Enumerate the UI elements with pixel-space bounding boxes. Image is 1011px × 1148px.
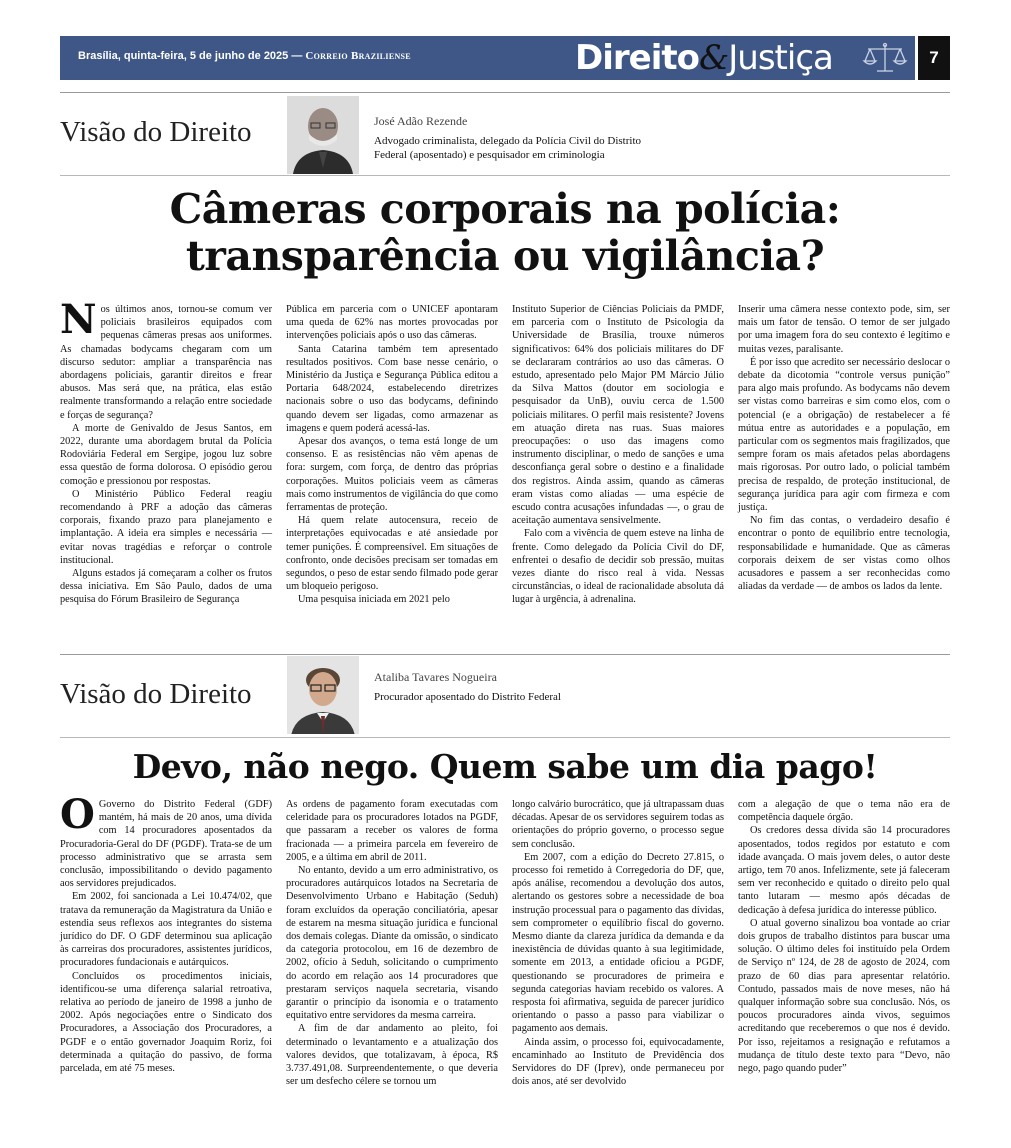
scales-of-justice-icon: [860, 42, 910, 74]
paragraph: Instituto Superior de Ciências Policiais da PMDF, em parceria com o Instituto de Psicologia da Universidade de Brasília, trouxe números significativos: 64% dos policiais militares do DF se declararam contrários ao uso das câmeras. O estudo, apresentado pelo Major PM Márcio Júlio da Silva Mattos (doutor em sociologia e pesquisador da UnB), ouviu cerca de 1.500 policiais militares. O perfil mais resistente? Jovens em atuação direta nas ruas. Suas maiores preocupações: o uso das imagens como instrumento disciplinar, o medo de sanções e uma desconfiança geral sobre o destino e a finalidade dos registros. Ainda assim, quando as câmeras eram vistas como aliadas — uma espécie de escudo contra acusações infundadas —, o grau de aceitação aumentava sensivelmente.: [512, 304, 724, 527]
article-column-4: [738, 303, 950, 593]
article-column-3: [512, 798, 724, 1088]
paragraph: [60, 296, 272, 422]
article-column-2: [286, 303, 498, 607]
paragraph: Santa Catarina também tem apresentado resultados positivos. Com base nesse cenário, o Ministério da Justiça e Segurança Pública editou a Portaria 648/2024, estabelecendo diretrizes nacionais sobre o uso das bodycams, definindo quando devem ser ligadas, como armazenar as imagens e quem poderá acessá-las.: [286, 343, 498, 434]
section-title: [575, 38, 833, 78]
paragraph: Há quem relate autocensura, receio de interpretações equivocadas e até ansiedade por temer punições. É compreensível. Em situações de confronto, onde decisões precisam ser tomadas em segundos, o peso de estar sendo filmado pode gerar um bloqueio perigoso.: [286, 515, 498, 593]
divider: [60, 175, 950, 176]
paragraph: No fim das contas, o verdadeiro desafio é encontrar o ponto de equilíbrio entre tecnologia, responsabilidade e humanidade. Que as câmeras corporais deixem de ser vistas como olhos acusadores e passem a ser reconhecidas como aliadas da verdade — de ambos os lados da lente.: [738, 515, 950, 593]
headline-line: transparência ou vigilância?: [185, 232, 825, 280]
paragraph: com a alegação de que o tema não era de competência daquele órgão.: [738, 799, 950, 824]
article-column-1: [60, 296, 272, 607]
divider: [60, 737, 950, 738]
article-column-3: [512, 303, 724, 607]
headline: [60, 745, 950, 789]
author-photo: [287, 656, 359, 734]
paragraph: A fim de dar andamento ao pleito, foi determinado o levantamento e a atualização dos valores devidos, que totalizavam, à época, R$ 3.737.491,08. Surpreendentemente, o que deveria ser um desfecho célere se tornou um: [286, 1023, 498, 1088]
paragraph: Ainda assim, o processo foi, equivocadamente, encaminhado ao Instituto de Previdência dos Servidores do DF (Iprev), onde permaneceu por dois anos, até ser devolvido: [512, 1036, 724, 1088]
header-bar-background: [60, 36, 915, 80]
paragraph: Inserir uma câmera nesse contexto pode, sim, ser mais um fator de tensão. O temor de ser julgado por uma imagem fora do seu contexto é legítimo e muitas vezes, paralisante.: [738, 304, 950, 355]
author-portrait-icon: [287, 96, 359, 174]
paragraph: Em 2007, com a edição do Decreto 27.815, o processo foi remetido à Corregedoria do DF, que, após análise, recomendou a devolução dos autos, alertando os gestores sobre a necessidade de boa instrução processual para o pagamento das dívidas, sem comprometer o equilíbrio fiscal do governo. Mesmo diante da clareza jurídica da demanda e da inexistência de dúvidas quanto à sua legitimidade, somente em 2013, a entidade oficiou a PGDF, questionando se procuradores de primeira e segunda categorias haviam recebido os valores. A resposta foi afirmativa, seguida de parecer jurídico orientando o passo a passo para viabilizar o pagamento aos demais.: [512, 851, 724, 1035]
paragraph-text: Governo do Distrito Federal (GDF) mantém, há mais de 20 anos, uma dívida com 14 procuradores aposentados da Procuradoria-Geral do DF (PGDF). Trata-se de um processo administrativo que se arrasta sem conclusão, impossibilitando o devido pagamento aos servidores prejudicados.: [60, 799, 272, 890]
paragraph: Alguns estados já começaram a colher os frutos dessa iniciativa. Em São Paulo, dados de uma pesquisa do Fórum Brasileiro de Segurança: [60, 568, 272, 606]
headline-line: Devo, não nego. Quem sabe um dia pago!: [132, 747, 878, 786]
author-name: Ataliba Tavares Nogueira: [374, 670, 497, 684]
paragraph: Pública em parceria com o UNICEF apontaram uma queda de 62% nas mortes provocadas por intervenções policiais após o uso das câmeras.: [286, 304, 498, 342]
paragraph: O Ministério Público Federal reagiu recomendando à PRF a adoção das câmeras corporais, fixando prazo para planejamento e implantação. A ideia era simples e necessária — evitar novas tragédias e reforçar o controle institucional.: [60, 488, 272, 566]
section-title-ampersand: &: [698, 38, 729, 78]
headline-line: Câmeras corporais na polícia:: [169, 185, 841, 233]
column-label: Visão do Direito: [60, 678, 252, 710]
paragraph: longo calvário burocrático, que já ultrapassam duas décadas. Apesar de os servidores seguirem todas as orientações do próprio governo, o processo segue sem conclusão.: [512, 799, 724, 850]
page-number: 7: [918, 36, 950, 80]
newspaper-name: Correio Braziliense: [305, 50, 411, 62]
author-name: José Adão Rezende: [374, 114, 468, 128]
paragraph: Falo com a vivência de quem esteve na linha de frente. Como delegado da Polícia Civil do DF, enfrentei o desafio de decidir sob pressão, muitas vezes diante do risco real à vida. Nessas circunstâncias, o ideal de racionalidade absoluta dá lugar à urgência, à adrenalina.: [512, 528, 724, 606]
paragraph: [60, 791, 272, 890]
column-label: Visão do Direito: [60, 116, 252, 148]
article-column-2: [286, 798, 498, 1088]
paragraph: Apesar dos avanços, o tema está longe de um consenso. E as resistências não vêm apenas de fora: surgem, com força, de dentro das próprias corporações. Muitos policiais veem as câmeras mais como instrumentos de vigilância do que como ferramentas de proteção.: [286, 436, 498, 514]
paragraph: No entanto, devido a um erro administrativo, os procuradores autárquicos lotados na Secretaria de Desenvolvimento Urbano e Habitação (Seduh) foram excluídos da operação conciliatória, apesar de estarem na mesma situação jurídica e funcional dos demais colegas. Diante da omissão, o sindicato da categoria protocolou, em 16 de dezembro de 2002, ofício à Seduh, solicitando o cumprimento do acordo em relação aos 14 procuradores que prestaram serviços naquela secretaria, visando garantir o princípio da isonomia e o tratamento equitativo entre servidores da mesma carreira.: [286, 865, 498, 1022]
paragraph: Os credores dessa dívida são 14 procuradores aposentados, todos regidos por estatuto e com idade avançada. O mais jovem deles, o autor deste artigo, tem 70 anos. Infelizmente, sete já faleceram sem ver reconhecido e quitado o direito pelo qual tanto lutaram — mesmo após décadas de dedicação à defesa jurídica do interesse público.: [738, 825, 950, 916]
paragraph: Em 2002, foi sancionada a Lei 10.474/02, que tratava da remuneração da Magistratura da União e estendia seus reflexos aos integrantes do sistema jurídico do DF. O GDF determinou sua aplicação às carreiras dos procuradores, assistentes jurídicos, procuradores fundacionais e autárquicos.: [60, 891, 272, 969]
page-header: [60, 36, 950, 80]
dateline: [78, 50, 411, 62]
divider: [60, 654, 950, 655]
drop-cap: N: [60, 296, 97, 343]
paragraph: É por isso que acredito ser necessário deslocar o debate da dicotomia “controle versus punição” para algo mais profundo. As bodycams não devem ser vistas como barreiras e sim como elos, com o potencial (e a obrigação) de restabelecer a fé mútua entre as autoridades e a população, em particular com os segmentos mais fragilizados, que sempre foram os mais afetados pelas abordagens mais rigorosas. Por outro lado, o policial também precisa de respaldo, de proteção institucional, de segurança jurídica para agir com firmeza e com justiça.: [738, 356, 950, 514]
paragraph: A morte de Genivaldo de Jesus Santos, em 2022, durante uma abordagem brutal da Polícia Rodoviária Federal em Sergipe, jogou luz sobre essa questão de forma dolorosa. O episódio gerou comoção e pressionou por respostas.: [60, 422, 272, 487]
headline: [60, 186, 950, 280]
paragraph: Concluídos os procedimentos iniciais, identificou-se uma diferença salarial retroativa, relativa ao período de janeiro de 1998 a junho de 2002. Após negociações entre o Sindicato dos Procuradores, a Associação dos Procuradores, a PGDF e o então governador Joaquim Roriz, foi determinada a quitação do passivo, de forma parcelada, em até 75 meses.: [60, 970, 272, 1075]
drop-cap: O: [60, 791, 95, 838]
paragraph-text: os últimos anos, tornou-se comum ver policiais brasileiros equipados com pequenas câmeras presas aos uniformes. As chamadas bodycams chegaram com um discurso sedutor: ampliar a transparência nas abordagens policiais, garantir direitos e frear abusos. Mas será que, na prática, elas estão realmente transformando a relação entre sociedade e forças de segurança?: [60, 304, 272, 421]
author-bio: Advogado criminalista, delegado da Polícia Civil do Distrito Federal (aposentado) e pesquisador em criminologia: [374, 135, 642, 161]
article-column-4: [738, 798, 950, 1075]
section-title-word1: Direito: [575, 38, 699, 78]
article-column-1: [60, 791, 272, 1075]
paragraph: O atual governo sinalizou boa vontade ao criar dois grupos de trabalho distintos para buscar uma solução. O último deles foi instituído pela Ordem de Serviço nº 124, de 28 de agosto de 2024, com prazo de 60 dias para apresentar relatório. Contudo, passados mais de nove meses, não há qualquer informação sobre sua conclusão. Nós, os poucos procuradores ainda vivos, seguimos acreditando que receberemos o que nos é devido. Por isso, rejeitamos a resignação e refutamos a mudança de título deste texto para “Devo, não nego, pago quando puder”: [738, 917, 950, 1075]
author-portrait-icon: [287, 656, 359, 734]
author-photo: [287, 96, 359, 174]
paragraph: As ordens de pagamento foram executadas com celeridade para os procuradores lotados na PGDF, que passaram a receber os valores de forma fracionada — a primeira parcela em fevereiro de 2005, e a última em abril de 2011.: [286, 799, 498, 863]
author-bio: Procurador aposentado do Distrito Federal: [374, 691, 561, 703]
paragraph: Uma pesquisa iniciada em 2021 pelo: [298, 594, 450, 606]
section-title-word2: Justiça: [728, 38, 833, 78]
dateline-text: Brasília, quinta-feira, 5 de junho de 2025 —: [78, 50, 303, 62]
divider: [60, 92, 950, 93]
